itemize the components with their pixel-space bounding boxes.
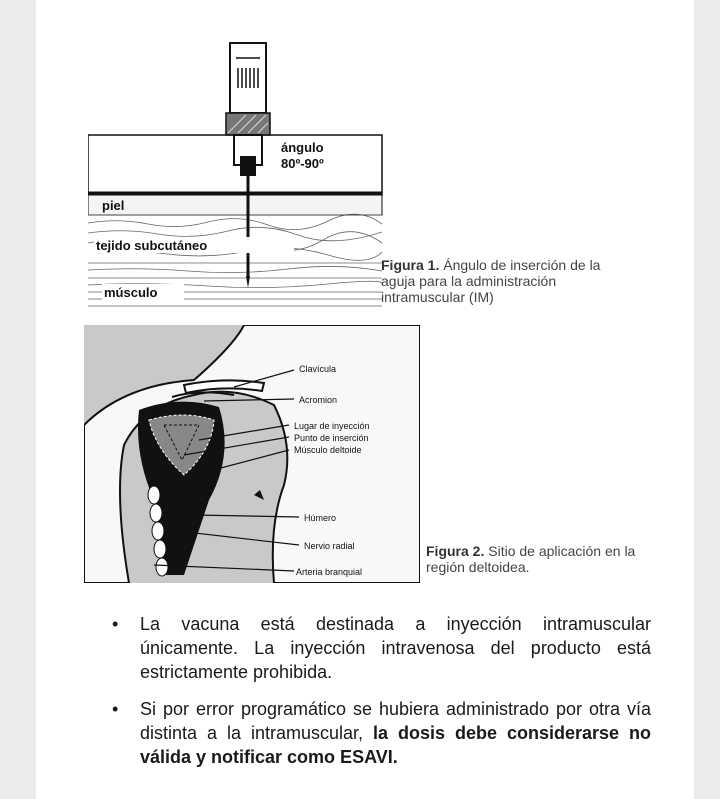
document-page — [36, 0, 694, 799]
label-brachial-artery: Arteria branquial — [296, 567, 363, 577]
label-deltoid: Músculo deltoide — [294, 445, 362, 455]
label-radial-nerve: Nervio radial — [304, 541, 355, 551]
label-angle-word: ángulo — [281, 140, 324, 155]
figure-1-caption-prefix: Figura 1. — [381, 257, 440, 273]
figure-1-caption — [381, 257, 631, 305]
bullet-text: Si por error programático se hubiera administrado por otra vía distinta a la intramuscular, — [140, 699, 651, 743]
label-subcutaneous: tejido subcutáneo — [96, 238, 208, 253]
bullet-icon: • — [112, 699, 119, 719]
figure-1-needle-diagram — [88, 38, 418, 313]
figure-2-caption-prefix: Figura 2. — [426, 543, 485, 559]
figure-1-caption-text: Ángulo de inserción de la aguja para la administración intramuscular (IM) — [381, 257, 601, 305]
bullet-icon: • — [112, 614, 119, 634]
label-muscle: músculo — [104, 285, 158, 300]
label-insertion-point: Punto de inserción — [294, 433, 369, 443]
label-clavicle: Clavícula — [299, 364, 337, 374]
label-humerus: Húmero — [304, 513, 337, 523]
bullet-list — [106, 612, 651, 782]
label-angle-value: 80º-90º — [281, 156, 324, 171]
label-skin: piel — [102, 198, 125, 213]
label-injection-site: Lugar de inyección — [294, 421, 370, 431]
figure-2-caption — [426, 543, 666, 575]
bullet-bold-text: la dosis debe considerarse no válida y notificar como ESAVI. — [140, 723, 651, 767]
label-acromion: Acromion — [299, 395, 338, 405]
list-item — [106, 697, 651, 769]
bullet-text: La vacuna está destinada a inyección intramuscular únicamente. La inyección intravenosa del producto está estrictamente prohibida. — [140, 614, 651, 682]
figure-2-deltoid-diagram — [84, 325, 420, 583]
figure-2-caption-text: Sitio de aplicación en la región deltoidea. — [426, 543, 636, 575]
list-item — [106, 612, 651, 684]
